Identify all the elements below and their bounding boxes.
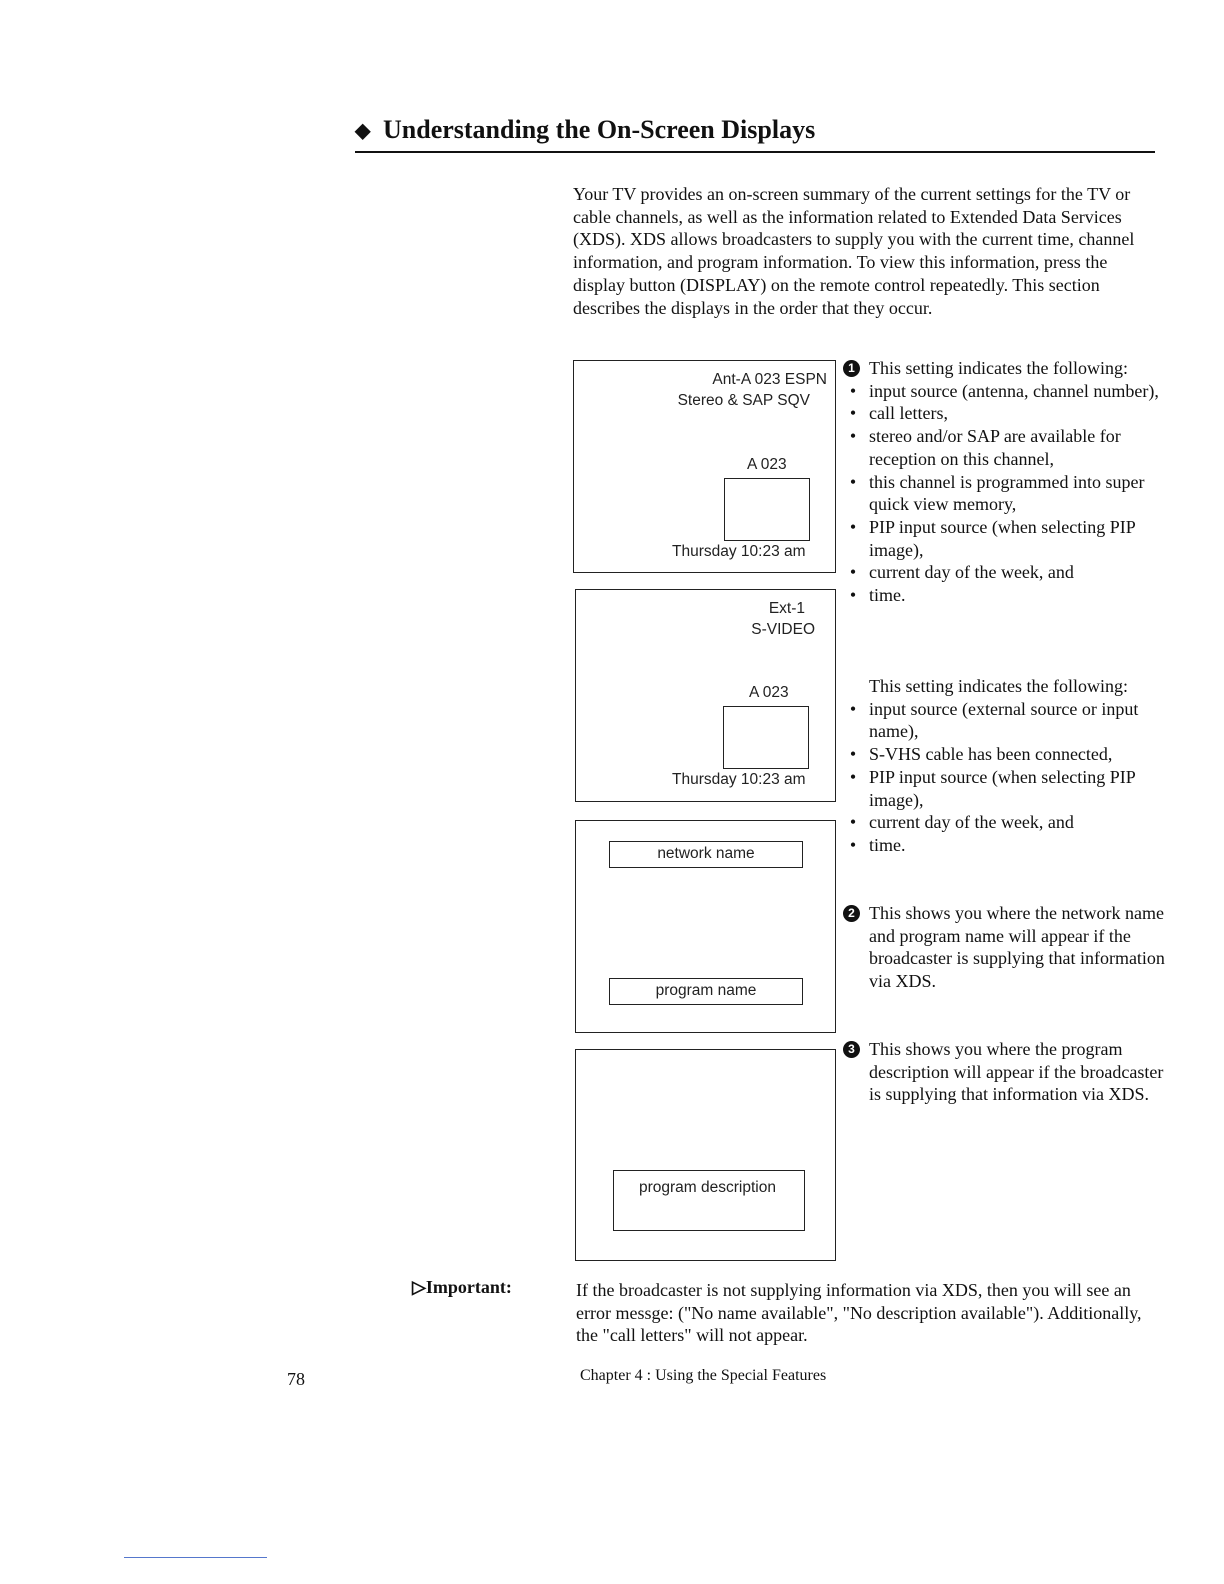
section-title: Understanding the On-Screen Displays (383, 115, 816, 144)
list-item: • PIP input source (when selecting PIP image), (849, 516, 1136, 560)
description-3 (843, 1038, 1173, 1106)
network-name-field: network name (609, 841, 803, 868)
list-item: • call letters, (849, 403, 948, 424)
section-heading (355, 115, 1155, 153)
description-1b (843, 675, 1173, 857)
list-item: • time. (849, 834, 906, 855)
list-item: • time. (849, 585, 906, 606)
list-item: • this channel is programmed into super quick view memory, (849, 471, 1145, 515)
screen1-datetime: Thursday 10:23 am (672, 543, 806, 560)
bottom-divider (124, 1557, 267, 1558)
description-1b-intro: This setting indicates the following: (869, 676, 1128, 696)
description-1 (843, 357, 1173, 607)
description-1b-intro-row (843, 675, 1173, 698)
screen1-pip-window (724, 478, 810, 541)
page-number: 78 (287, 1369, 305, 1389)
screen1-audio-line: Stereo & SAP SQV (677, 392, 810, 409)
screen2-pip-window (723, 706, 809, 769)
list-item: • input source (external source or input name), (849, 698, 1139, 742)
list-item: • current day of the week, and (849, 812, 1074, 833)
screen1-input-line: Ant-A 023 ESPN (712, 371, 827, 388)
description-3-text: This shows you where the program description will appear if the broadcaster is supplying that information via XDS. (869, 1039, 1164, 1105)
program-description-field: program description (613, 1170, 805, 1231)
intro-paragraph: Your TV provides an on-screen summary of the current settings for the TV or cable channels, as well as the information related to Extended Data Services (XDS). XDS allows broadcasters to supply you with the current time, channel information, and program information. To view this information, press the display button (DISPLAY) on the remote control repeatedly. This section describes the displays in the order that they occur. (573, 184, 1135, 318)
screen2-datetime: Thursday 10:23 am (672, 771, 806, 788)
screen-display-1 (573, 360, 836, 573)
list-item: • stereo and/or SAP are available for reception on this channel, (849, 426, 1121, 469)
description-1-intro-row (843, 357, 1173, 380)
list-item: • input source (antenna, channel number), (849, 380, 1159, 401)
callout-number-1: 1 (843, 360, 860, 377)
list-item: • S-VHS cable has been connected, (849, 744, 1113, 765)
screen2-signal-line: S-VIDEO (751, 621, 815, 638)
callout-number-2: 2 (843, 905, 860, 922)
screen-display-3 (575, 820, 836, 1033)
screen2-pip-label: A 023 (749, 684, 789, 701)
screen1-pip-label: A 023 (747, 456, 787, 473)
important-text: If the broadcaster is not supplying information via XDS, then you will see an error messge: ("No name available", "No description available"). Additionally, the "call letters" will not appear. (576, 1280, 1142, 1345)
diamond-bullet-icon: ◆ (355, 120, 371, 142)
description-1-intro: This setting indicates the following: (869, 358, 1128, 378)
screen-display-2 (575, 589, 836, 802)
list-item: • current day of the week, and (849, 562, 1074, 583)
callout-number-3: 3 (843, 1041, 860, 1058)
screen-display-4 (575, 1049, 836, 1261)
description-2 (843, 902, 1173, 993)
list-item: • PIP input source (when selecting PIP image), (849, 766, 1136, 810)
screen2-input-line: Ext-1 (768, 600, 805, 617)
important-label: ▷Important: (412, 1277, 512, 1297)
description-2-text: This shows you where the network name and program name will appear if the broadcaster is supplying that information via XDS. (869, 903, 1165, 992)
chapter-footer: Chapter 4 : Using the Special Features (580, 1367, 827, 1384)
program-name-field: program name (609, 978, 803, 1005)
